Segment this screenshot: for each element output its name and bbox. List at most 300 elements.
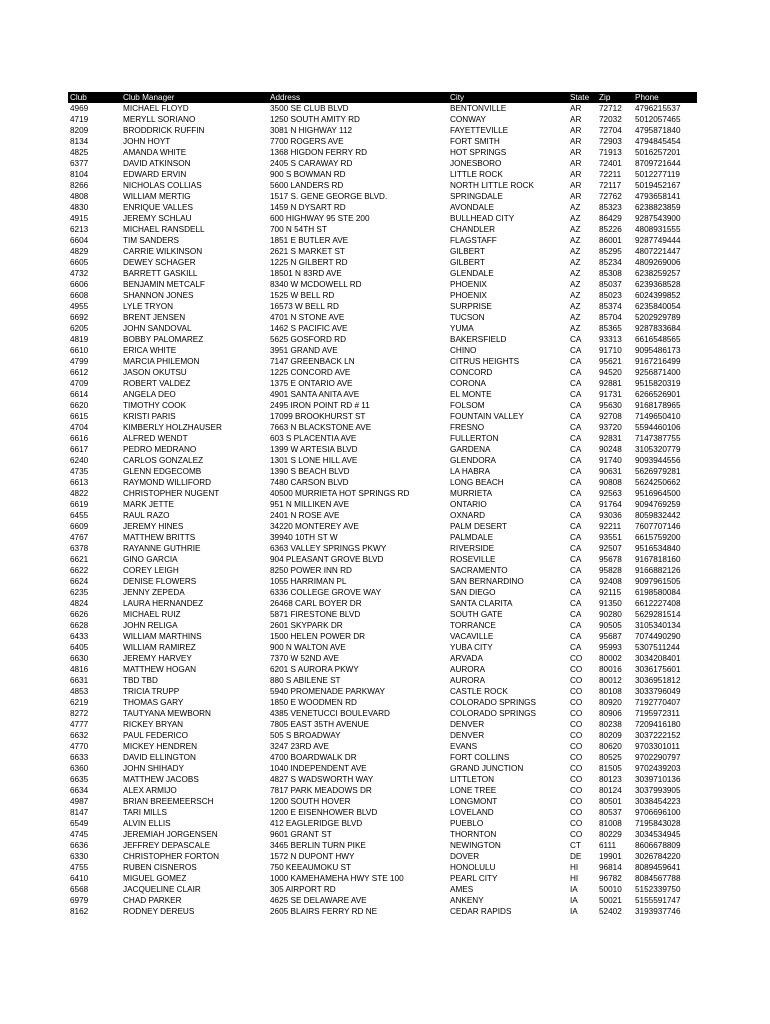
cell-phone: 9703301011 [635, 742, 680, 751]
cell-club: 4767 [70, 533, 89, 542]
table-row [68, 675, 697, 686]
table-row [68, 422, 697, 433]
cell-phone: 5624250662 [635, 478, 681, 487]
cell-zip: 85234 [599, 258, 622, 267]
table-row [68, 235, 697, 246]
cell-state: HI [570, 863, 579, 872]
cell-club-manager: BRIAN BREEMEERSCH [123, 797, 214, 806]
cell-zip: 80016 [599, 665, 622, 674]
cell-city: SOUTH GATE [450, 610, 503, 619]
cell-zip: 96814 [599, 863, 622, 872]
cell-phone: 9702290797 [635, 753, 681, 762]
table-row [68, 598, 697, 609]
cell-club-manager: LAURA HERNANDEZ [123, 599, 204, 608]
cell-city: LONG BEACH [450, 478, 504, 487]
table-row [68, 103, 697, 114]
cell-city: LOVELAND [450, 808, 494, 817]
table-row [68, 851, 697, 862]
cell-state: CA [570, 401, 582, 410]
cell-phone: 4796215537 [635, 104, 681, 113]
cell-club: 4770 [70, 742, 89, 751]
cell-club: 6692 [70, 313, 89, 322]
cell-state: CO [570, 808, 583, 817]
cell-club: 8162 [70, 907, 89, 916]
cell-phone: 9256871400 [635, 368, 681, 377]
cell-phone: 3034208401 [635, 654, 681, 663]
cell-zip: 6111 [599, 841, 616, 850]
cell-club-manager: MATTHEW HOGAN [123, 665, 197, 674]
cell-address: 4901 SANTA ANITA AVE [270, 390, 360, 399]
cell-zip: 93313 [599, 335, 622, 344]
cell-city: CHANDLER [450, 225, 496, 234]
cell-state: AZ [570, 203, 581, 212]
cell-phone: 5626979281 [635, 467, 681, 476]
cell-club: 6615 [70, 412, 89, 421]
table-row [68, 334, 697, 345]
table-row [68, 796, 697, 807]
cell-state: CO [570, 753, 583, 762]
cell-city: COLORADO SPRINGS [450, 709, 536, 718]
cell-state: AR [570, 115, 582, 124]
cell-club: 4732 [70, 269, 89, 278]
cell-address: 1399 W ARTESIA BLVD [270, 445, 358, 454]
cell-club-manager: RAYMOND WILLIFORD [123, 478, 212, 487]
cell-club: 4830 [70, 203, 89, 212]
cell-address: 412 EAGLERIDGE BLVD [270, 819, 363, 828]
cell-address: 8340 W MCDOWELL RD [270, 280, 362, 289]
cell-city: COLORADO SPRINGS [450, 698, 536, 707]
cell-club: 6621 [70, 555, 89, 564]
table-row [68, 895, 697, 906]
cell-club-manager: JEREMY SCHLAU [123, 214, 192, 223]
cell-club: 8266 [70, 181, 89, 190]
cell-city: LONE TREE [450, 786, 497, 795]
cell-zip: 81505 [599, 764, 622, 773]
cell-zip: 80537 [599, 808, 622, 817]
cell-club-manager: ENRIQUE VALLES [123, 203, 193, 212]
table-row [68, 554, 697, 565]
cell-club: 6405 [70, 643, 89, 652]
cell-zip: 92507 [599, 544, 622, 553]
cell-city: AURORA [450, 676, 486, 685]
table-row [68, 741, 697, 752]
cell-city: HONOLULU [450, 863, 496, 872]
cell-club-manager: DEWEY SCHAGER [123, 258, 196, 267]
cell-address: 2605 BLAIRS FERRY RD NE [270, 907, 378, 916]
table-row [68, 752, 697, 763]
cell-club-manager: JASON OKUTSU [123, 368, 187, 377]
cell-club-manager: JEREMY HINES [123, 522, 184, 531]
cell-city: FAYETTEVILLE [450, 126, 509, 135]
table-row [68, 521, 697, 532]
cell-zip: 85704 [599, 313, 622, 322]
cell-address: 7700 ROGERS AVE [270, 137, 344, 146]
table-row [68, 730, 697, 741]
cell-zip: 72762 [599, 192, 622, 201]
cell-state: AR [570, 159, 582, 168]
cell-phone: 9168178965 [635, 401, 681, 410]
table-row [68, 169, 697, 180]
cell-city: PALMDALE [450, 533, 494, 542]
cell-club: 8104 [70, 170, 89, 179]
cell-club: 6330 [70, 852, 89, 861]
cell-zip: 85226 [599, 225, 622, 234]
cell-phone: 9516534840 [635, 544, 681, 553]
cell-city: DOVER [450, 852, 480, 861]
cell-zip: 90280 [599, 610, 622, 619]
cell-club: 8134 [70, 137, 89, 146]
cell-address: 4827 S WADSWORTH WAY [270, 775, 374, 784]
cell-address: 600 HIGHWAY 95 STE 200 [270, 214, 370, 223]
table-row [68, 114, 697, 125]
cell-zip: 93551 [599, 533, 622, 542]
table-row [68, 576, 697, 587]
cell-state: CA [570, 445, 582, 454]
cell-club: 4819 [70, 335, 89, 344]
cell-club-manager: JEREMY HARVEY [123, 654, 192, 663]
cell-state: IA [570, 896, 578, 905]
cell-zip: 85037 [599, 280, 622, 289]
cell-zip: 85365 [599, 324, 622, 333]
table-row [68, 807, 697, 818]
cell-phone: 4794845454 [635, 137, 681, 146]
table-row [68, 686, 697, 697]
cell-state: CO [570, 797, 583, 806]
cell-phone: 3038454223 [635, 797, 681, 806]
cell-city: SACRAMENTO [450, 566, 508, 575]
cell-city: LITTLETON [450, 775, 494, 784]
cell-zip: 50021 [599, 896, 622, 905]
column-header-club: Club [68, 92, 121, 103]
cell-state: CA [570, 467, 582, 476]
cell-club: 6549 [70, 819, 89, 828]
cell-zip: 90808 [599, 478, 622, 487]
cell-phone: 6238823859 [635, 203, 681, 212]
cell-phone: 5012057465 [635, 115, 681, 124]
cell-state: AZ [570, 313, 581, 322]
cell-zip: 80123 [599, 775, 622, 784]
column-header-zip: Zip [597, 92, 633, 103]
cell-address: 305 AIRPORT RD [270, 885, 336, 894]
cell-address: 40500 MURRIETA HOT SPRINGS RD [270, 489, 410, 498]
cell-state: CO [570, 786, 583, 795]
table-row [68, 345, 697, 356]
cell-state: IA [570, 885, 578, 894]
cell-club: 4709 [70, 379, 89, 388]
cell-zip: 95828 [599, 566, 622, 575]
cell-club: 6608 [70, 291, 89, 300]
table-row [68, 906, 697, 917]
cell-state: AR [570, 170, 582, 179]
cell-city: DENVER [450, 731, 485, 740]
cell-state: CO [570, 665, 583, 674]
cell-phone: 5202929789 [635, 313, 681, 322]
cell-address: 7663 N BLACKSTONE AVE [270, 423, 372, 432]
cell-zip: 94520 [599, 368, 622, 377]
table-row [68, 191, 697, 202]
cell-zip: 91710 [599, 346, 622, 355]
cell-club-manager: MARK JETTE [123, 500, 174, 509]
cell-address: 4625 SE DELAWARE AVE [270, 896, 367, 905]
cell-zip: 80238 [599, 720, 622, 729]
cell-zip: 81008 [599, 819, 622, 828]
cell-address: 904 PLEASANT GROVE BLVD [270, 555, 384, 564]
cell-state: CA [570, 423, 582, 432]
cell-club-manager: MICHAEL RANSDELL [123, 225, 205, 234]
cell-zip: 95678 [599, 555, 622, 564]
cell-address: 1301 S LONE HILL AVE [270, 456, 358, 465]
cell-state: CO [570, 819, 583, 828]
cell-club: 4969 [70, 104, 89, 113]
cell-zip: 72712 [599, 104, 622, 113]
cell-address: 6201 S AURORA PKWY [270, 665, 359, 674]
cell-club: 6568 [70, 885, 89, 894]
cell-state: CA [570, 621, 582, 630]
table-row [68, 268, 697, 279]
cell-club-manager: RICKEY BRYAN [123, 720, 184, 729]
cell-club-manager: DAVID ATKINSON [123, 159, 191, 168]
club-manager-table [68, 92, 697, 917]
cell-club-manager: JENNY ZEPEDA [123, 588, 185, 597]
cell-club-manager: CHRISTOPHER FORTON [123, 852, 219, 861]
cell-state: CA [570, 511, 582, 520]
cell-zip: 90248 [599, 445, 622, 454]
cell-city: ARVADA [450, 654, 483, 663]
cell-phone: 6238259257 [635, 269, 681, 278]
table-row [68, 532, 697, 543]
cell-club: 4704 [70, 423, 89, 432]
table-row [68, 301, 697, 312]
cell-zip: 92881 [599, 379, 622, 388]
table-row [68, 719, 697, 730]
cell-city: BULLHEAD CITY [450, 214, 515, 223]
cell-club: 6377 [70, 159, 89, 168]
cell-club-manager: WILLIAM RAMIREZ [123, 643, 196, 652]
cell-club: 4777 [70, 720, 89, 729]
cell-city: JONESBORO [450, 159, 502, 168]
cell-address: 3465 BERLIN TURN PIKE [270, 841, 366, 850]
cell-phone: 9515820319 [635, 379, 681, 388]
cell-state: CO [570, 687, 583, 696]
cell-zip: 85374 [599, 302, 622, 311]
table-row [68, 411, 697, 422]
cell-state: CA [570, 379, 582, 388]
cell-city: GLENDORA [450, 456, 496, 465]
cell-city: NEWINGTON [450, 841, 501, 850]
cell-state: CA [570, 412, 582, 421]
cell-phone: 9097961505 [635, 577, 681, 586]
cell-phone: 9093944556 [635, 456, 681, 465]
cell-club-manager: ALFRED WENDT [123, 434, 188, 443]
cell-phone: 5594460106 [635, 423, 681, 432]
table-row [68, 653, 697, 664]
cell-club: 4825 [70, 148, 89, 157]
table-row [68, 774, 697, 785]
cell-city: FORT SMITH [450, 137, 500, 146]
table-row [68, 213, 697, 224]
cell-phone: 5016257201 [635, 148, 681, 157]
cell-state: IA [570, 907, 578, 916]
cell-address: 6363 VALLEY SPRINGS PKWY [270, 544, 387, 553]
cell-address: 34220 MONTEREY AVE [270, 522, 359, 531]
cell-club-manager: ERICA WHITE [123, 346, 177, 355]
cell-phone: 9166882126 [635, 566, 681, 575]
cell-zip: 91740 [599, 456, 622, 465]
cell-address: 1851 E BUTLER AVE [270, 236, 349, 245]
cell-address: 1375 E ONTARIO AVE [270, 379, 353, 388]
cell-city: BAKERSFIELD [450, 335, 507, 344]
cell-state: CO [570, 709, 583, 718]
cell-city: LONGMONT [450, 797, 498, 806]
cell-address: 8250 POWER INN RD [270, 566, 352, 575]
table-row [68, 312, 697, 323]
cell-state: CA [570, 390, 582, 399]
cell-club-manager: CHAD PARKER [123, 896, 182, 905]
cell-city: PHOENIX [450, 280, 487, 289]
cell-club: 4824 [70, 599, 89, 608]
cell-phone: 3034534945 [635, 830, 681, 839]
cell-city: GRAND JUNCTION [450, 764, 524, 773]
table-row [68, 840, 697, 851]
cell-phone: 3036175601 [635, 665, 681, 674]
cell-state: HI [570, 874, 579, 883]
column-header-state: State [568, 92, 597, 103]
cell-state: AZ [570, 302, 581, 311]
cell-club: 6633 [70, 753, 89, 762]
cell-club-manager: RAYANNE GUTHRIE [123, 544, 201, 553]
cell-address: 5940 PROMENADE PARKWAY [270, 687, 385, 696]
cell-club: 6635 [70, 775, 89, 784]
cell-city: SPRINGDALE [450, 192, 503, 201]
cell-zip: 92563 [599, 489, 622, 498]
cell-city: SAN DIEGO [450, 588, 496, 597]
cell-phone: 3033796049 [635, 687, 681, 696]
cell-state: CA [570, 555, 582, 564]
table-row [68, 202, 697, 213]
table-row [68, 290, 697, 301]
cell-club: 4955 [70, 302, 89, 311]
cell-phone: 7607707146 [635, 522, 681, 531]
cell-club-manager: DAVID ELLINGTON [123, 753, 196, 762]
cell-club: 6622 [70, 566, 89, 575]
cell-club-manager: THOMAS GARY [123, 698, 184, 707]
cell-state: AZ [570, 291, 581, 300]
cell-club: 6632 [70, 731, 89, 740]
cell-zip: 80920 [599, 698, 622, 707]
cell-club-manager: BOBBY PALOMAREZ [123, 335, 204, 344]
cell-phone: 5152339750 [635, 885, 681, 894]
cell-club-manager: GLENN EDGECOMB [123, 467, 202, 476]
cell-phone: 9095486173 [635, 346, 681, 355]
cell-club-manager: TRICIA TRUPP [123, 687, 180, 696]
cell-club: 6360 [70, 764, 89, 773]
cell-city: CEDAR RAPIDS [450, 907, 512, 916]
cell-club: 6433 [70, 632, 89, 641]
cell-zip: 85023 [599, 291, 622, 300]
cell-city: CASTLE ROCK [450, 687, 508, 696]
cell-city: TORRANCE [450, 621, 496, 630]
cell-phone: 3105340134 [635, 621, 681, 630]
table-row [68, 224, 697, 235]
cell-phone: 6024399852 [635, 291, 681, 300]
cell-phone: 6266526901 [635, 390, 681, 399]
cell-phone: 8084567788 [635, 874, 681, 883]
cell-zip: 72401 [599, 159, 622, 168]
cell-club-manager: DENISE FLOWERS [123, 577, 197, 586]
cell-club: 6235 [70, 588, 89, 597]
cell-club: 6605 [70, 258, 89, 267]
cell-city: ONTARIO [450, 500, 487, 509]
cell-state: AR [570, 126, 582, 135]
cell-phone: 9706696100 [635, 808, 681, 817]
table-row [68, 873, 697, 884]
cell-city: LITTLE ROCK [450, 170, 503, 179]
table-row [68, 389, 697, 400]
cell-club-manager: BENJAMIN METCALF [123, 280, 205, 289]
cell-club-manager: CHRISTOPHER NUGENT [123, 489, 220, 498]
cell-address: 1517 S. GENE GEORGE BLVD. [270, 192, 388, 201]
cell-state: CA [570, 335, 582, 344]
cell-address: 26468 CARL BOYER DR [270, 599, 362, 608]
cell-phone: 9516964500 [635, 489, 681, 498]
cell-city: RIVERSIDE [450, 544, 495, 553]
cell-club: 4915 [70, 214, 89, 223]
cell-zip: 71913 [599, 148, 622, 157]
cell-phone: 6615759200 [635, 533, 681, 542]
table-row [68, 356, 697, 367]
cell-address: 700 N 54TH ST [270, 225, 327, 234]
cell-address: 1572 N DUPONT HWY [270, 852, 355, 861]
table-row [68, 246, 697, 257]
cell-zip: 80525 [599, 753, 622, 762]
cell-club-manager: WILLIAM MARTHINS [123, 632, 202, 641]
cell-zip: 92708 [599, 412, 622, 421]
table-row [68, 257, 697, 268]
cell-address: 18501 N 83RD AVE [270, 269, 342, 278]
cell-address: 1525 W BELL RD [270, 291, 335, 300]
cell-club-manager: AMANDA WHITE [123, 148, 187, 157]
cell-state: AZ [570, 269, 581, 278]
cell-city: CHINO [450, 346, 477, 355]
cell-city: HOT SPRINGS [450, 148, 507, 157]
cell-phone: 5155591747 [635, 896, 681, 905]
table-row [68, 444, 697, 455]
cell-address: 2495 IRON POINT RD # 11 [270, 401, 370, 410]
cell-club-manager: ANGELA DEO [123, 390, 176, 399]
cell-address: 7817 PARK MEADOWS DR [270, 786, 372, 795]
cell-club-manager: ALVIN ELLIS [123, 819, 171, 828]
cell-phone: 7149650410 [635, 412, 681, 421]
cell-zip: 90505 [599, 621, 622, 630]
cell-state: CA [570, 456, 582, 465]
table-row [68, 510, 697, 521]
cell-phone: 7147387755 [635, 434, 681, 443]
cell-club: 6624 [70, 577, 89, 586]
cell-city: PALM DESERT [450, 522, 508, 531]
cell-state: AZ [570, 236, 581, 245]
cell-phone: 6198580084 [635, 588, 681, 597]
cell-phone: 3193937746 [635, 907, 681, 916]
cell-club-manager: TAUTYANA MEWBORN [123, 709, 211, 718]
cell-city: YUBA CITY [450, 643, 493, 652]
cell-phone: 6612227408 [635, 599, 681, 608]
cell-address: 17099 BROOKHURST ST [270, 412, 366, 421]
cell-club-manager: BRODDRICK RUFFIN [123, 126, 205, 135]
cell-state: CA [570, 566, 582, 575]
cell-zip: 91731 [599, 390, 622, 399]
cell-zip: 85323 [599, 203, 622, 212]
cell-city: MURRIETA [450, 489, 493, 498]
